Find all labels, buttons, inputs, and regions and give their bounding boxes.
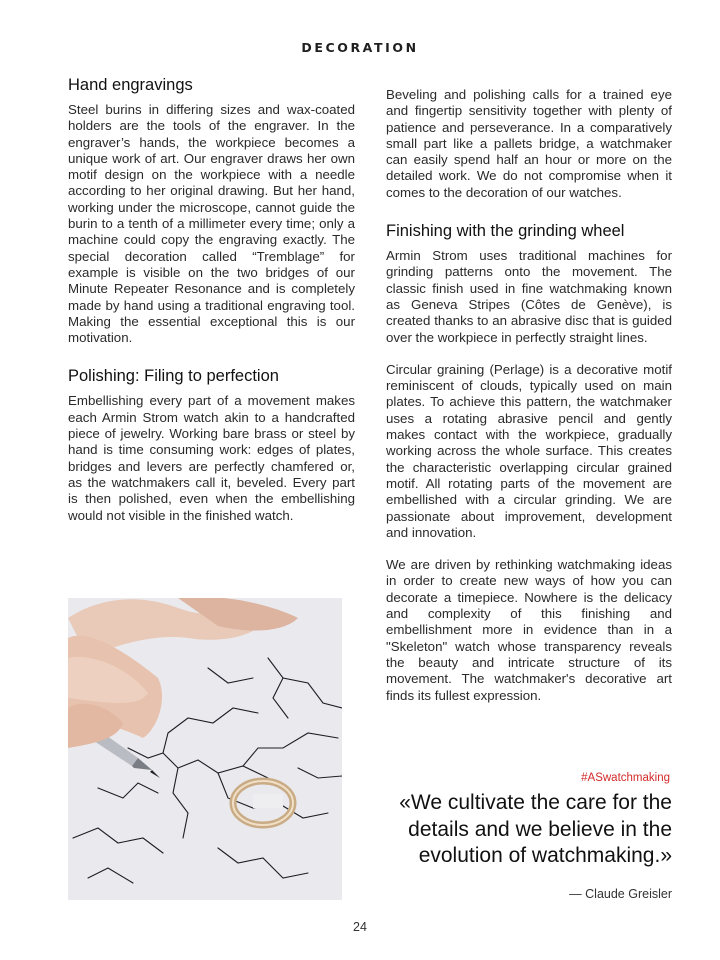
heading-hand-engravings: Hand engravings <box>68 76 193 94</box>
paragraph-beveling: Beveling and polishing calls for a trained eye and fingertip sensitivity together with plenty of patience and perseverance. In a comparatively small part like a pallets bridge, a watchmaker can easily spend half an hour or more on the detailed work. We do not compromise when it comes to the decoration of our watches. <box>386 87 672 200</box>
paragraph-polishing: Embellishing every part of a movement makes each Armin Strom watch akin to a handcrafted piece of jewelry. Working bare brass or steel by hand is time consuming work: edges of plates, bridges and levers are perfectly chamfered or, as the watchmakers call it, beveled. Every part is then polished, even when the embellishing would not visible in the finished watch. <box>68 393 355 523</box>
engraving-photo <box>68 598 342 900</box>
paragraph-skeleton: We are driven by rethinking watchmaking ideas in order to create new ways of how you can decorate a timepiece. Nowhere is the delicacy and complexity of this finishing and embellishment more in evidence than in a "Skeleton" watch whose transparency reveals the beauty and intricate structure of its movement. The watchmaker's decorative art finds its fullest expression. <box>386 557 672 703</box>
hashtag: #ASwatchmaking <box>581 772 670 784</box>
paragraph-perlage: Circular graining (Perlage) is a decorative motif reminiscent of clouds, typically used on main plates. To achieve this pattern, the watchmaker uses a rotating abrasive pencil and gently makes contact with the workpiece, gradually working across the whole surface. This creates the characteristic overlapping circular grained motif. All rotating parts of the movement are embellished with a circular grinding. We are passionate about improvement, development and innovation. <box>386 361 672 540</box>
paragraph-geneva-stripes: Armin Strom uses traditional machines for grinding patterns onto the movement. The classic finish used in fine watchmaking known as Geneva Stripes (Côtes de Genève), is created thanks to an abrasive disc that is guided over the workpiece in perfectly straight lines. <box>386 248 672 345</box>
section-title: DECORATION <box>301 40 419 55</box>
left-column <box>68 75 355 524</box>
pull-quote: «We cultivate the care for the details and we believe in the evolution of watchmaking.» <box>399 791 672 867</box>
heading-polishing: Polishing: Filing to perfection <box>68 367 279 386</box>
page-number: 24 <box>353 920 367 934</box>
quote-author: — Claude Greisler <box>569 887 672 901</box>
right-column <box>386 87 672 704</box>
paragraph-hand-engravings: Steel burins in differing sizes and wax-coated holders are the tools of the engraver. In the engraver’s hands, the workpiece becomes a unique work of art. Our engraver draws her own motif design on the workpiece with a needle according to her original drawing. But her hand, working under the microscope, cannot guide the burin to a tenth of a millimeter every time; only a machine could copy the engraving exactly. The special decoration called “Tremblage” for example is visible on the two bridges of our Minute Repeater Resonance and is completely made by hand using a traditional engraving tool. Making the essential exceptional this is our motivation. <box>68 102 355 346</box>
heading-grinding-wheel: Finishing with the grinding wheel <box>386 222 625 241</box>
